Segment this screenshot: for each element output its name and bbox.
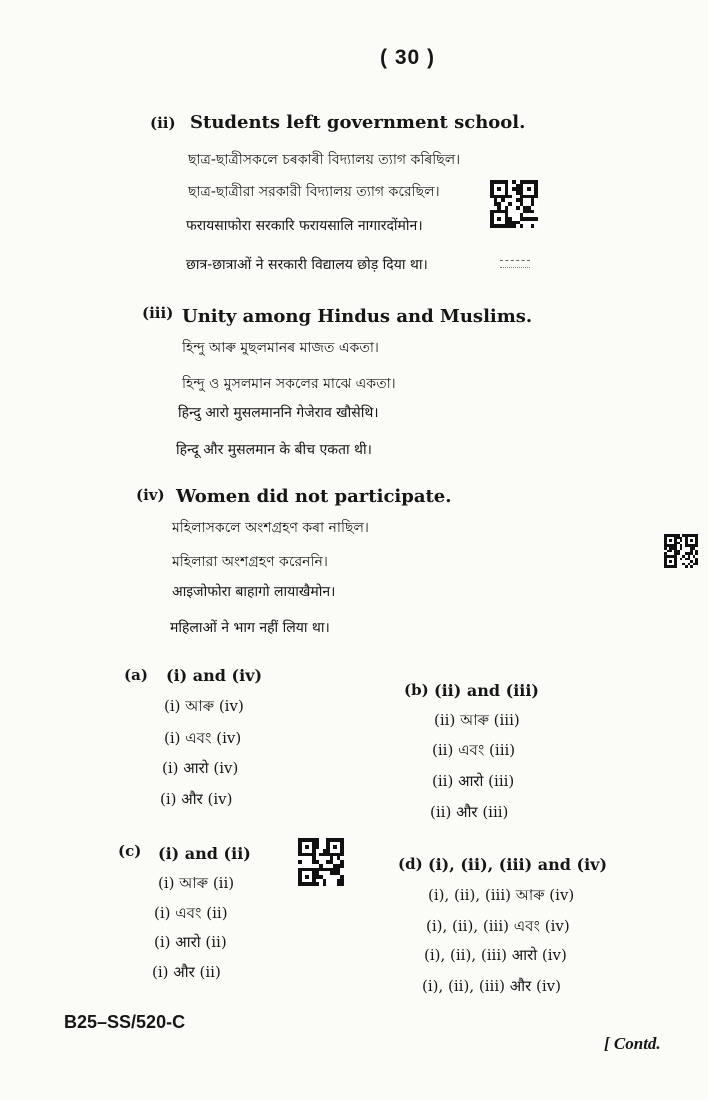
option-english: (ii) and (iii) bbox=[434, 681, 539, 700]
option-bengali: (i) এবং (ii) bbox=[154, 904, 228, 922]
statement-english: Students left government school. bbox=[190, 112, 526, 133]
option-assamese: (i) আৰু (ii) bbox=[158, 874, 235, 892]
option-bengali: (i) এবং (iv) bbox=[164, 729, 242, 747]
page-number: ( 30 ) bbox=[380, 46, 436, 69]
statement-assamese: হিন্দু আৰু মুছলমানৰ মাজত একতা। bbox=[182, 340, 379, 356]
option-assamese: (ii) আৰু (iii) bbox=[434, 711, 520, 729]
qr-code-icon bbox=[490, 180, 538, 228]
statement-assamese: ছাত্ৰ-ছাত্ৰীসকলে চৰকাৰী বিদ্যালয় ত্যাগ কৰিছিল। bbox=[188, 152, 461, 168]
option-english: (i) and (ii) bbox=[158, 844, 251, 863]
option-bodo: (i) आरो (ii) bbox=[154, 933, 227, 951]
statement-english: Unity among Hindus and Muslims. bbox=[182, 306, 533, 327]
statement-bodo: फरायसाफोरा सरकारि फरायसालि नागारदोंमोन। bbox=[186, 218, 423, 234]
option-label: (c) bbox=[118, 842, 142, 860]
option-assamese: (i) আৰু (iv) bbox=[164, 697, 244, 715]
option-bodo: (ii) आरो (iii) bbox=[432, 772, 515, 790]
statement-hindi: छात्र-छात्राओं ने सरकारी विद्यालय छोड़ दिया था। bbox=[186, 257, 428, 273]
option-hindi: (i), (ii), (iii) और (iv) bbox=[422, 977, 561, 995]
paper-code: B25–SS/520-C bbox=[64, 1012, 186, 1032]
option-bengali: (ii) এবং (iii) bbox=[432, 741, 516, 759]
option-label: (b) bbox=[404, 681, 429, 699]
statement-number: (iv) bbox=[136, 486, 165, 504]
option-bengali: (i), (ii), (iii) এবং (iv) bbox=[426, 917, 570, 935]
statement-bengali: ছাত্র-ছাত্রীরা সরকারী বিদ্যালয় ত্যাগ করেছিল। bbox=[188, 184, 440, 200]
statement-bengali: হিন্দু ও মুসলমান সকলের মাঝে একতা। bbox=[182, 376, 396, 392]
statement-bengali: মহিলারা অংশগ্রহণ করেননি। bbox=[172, 554, 328, 570]
ink-smudge bbox=[500, 260, 530, 268]
statement-hindi: हिन्दू और मुसलमान के बीच एकता थी। bbox=[176, 442, 372, 458]
option-hindi: (i) और (iv) bbox=[160, 790, 233, 808]
qr-code-icon bbox=[298, 838, 344, 886]
option-label: (a) bbox=[124, 666, 148, 684]
statement-hindi: महिलाओं ने भाग नहीं लिया था। bbox=[170, 620, 330, 636]
statement-english: Women did not participate. bbox=[176, 486, 452, 507]
qr-code-icon bbox=[664, 534, 698, 568]
continued-label: [ Contd. bbox=[604, 1034, 661, 1053]
option-bodo: (i) आरो (iv) bbox=[162, 759, 239, 777]
option-bodo: (i), (ii), (iii) आरो (iv) bbox=[424, 946, 567, 964]
statement-bodo: आइजोफोरा बाहागो लायाखैमोन। bbox=[172, 584, 336, 600]
statement-number: (ii) bbox=[150, 114, 176, 132]
statement-number: (iii) bbox=[142, 304, 174, 322]
option-label: (d) bbox=[398, 855, 423, 873]
statement-bodo: हिन्दु आरो मुसलमाननि गेजेराव खौसेथि। bbox=[178, 405, 379, 421]
statement-assamese: মহিলাসকলে অংশগ্ৰহণ কৰা নাছিল। bbox=[172, 520, 369, 536]
option-assamese: (i), (ii), (iii) আৰু (iv) bbox=[428, 886, 575, 904]
option-hindi: (ii) और (iii) bbox=[430, 803, 509, 821]
option-english: (i) and (iv) bbox=[166, 666, 263, 685]
option-hindi: (i) और (ii) bbox=[152, 963, 221, 981]
option-english: (i), (ii), (iii) and (iv) bbox=[428, 855, 608, 874]
